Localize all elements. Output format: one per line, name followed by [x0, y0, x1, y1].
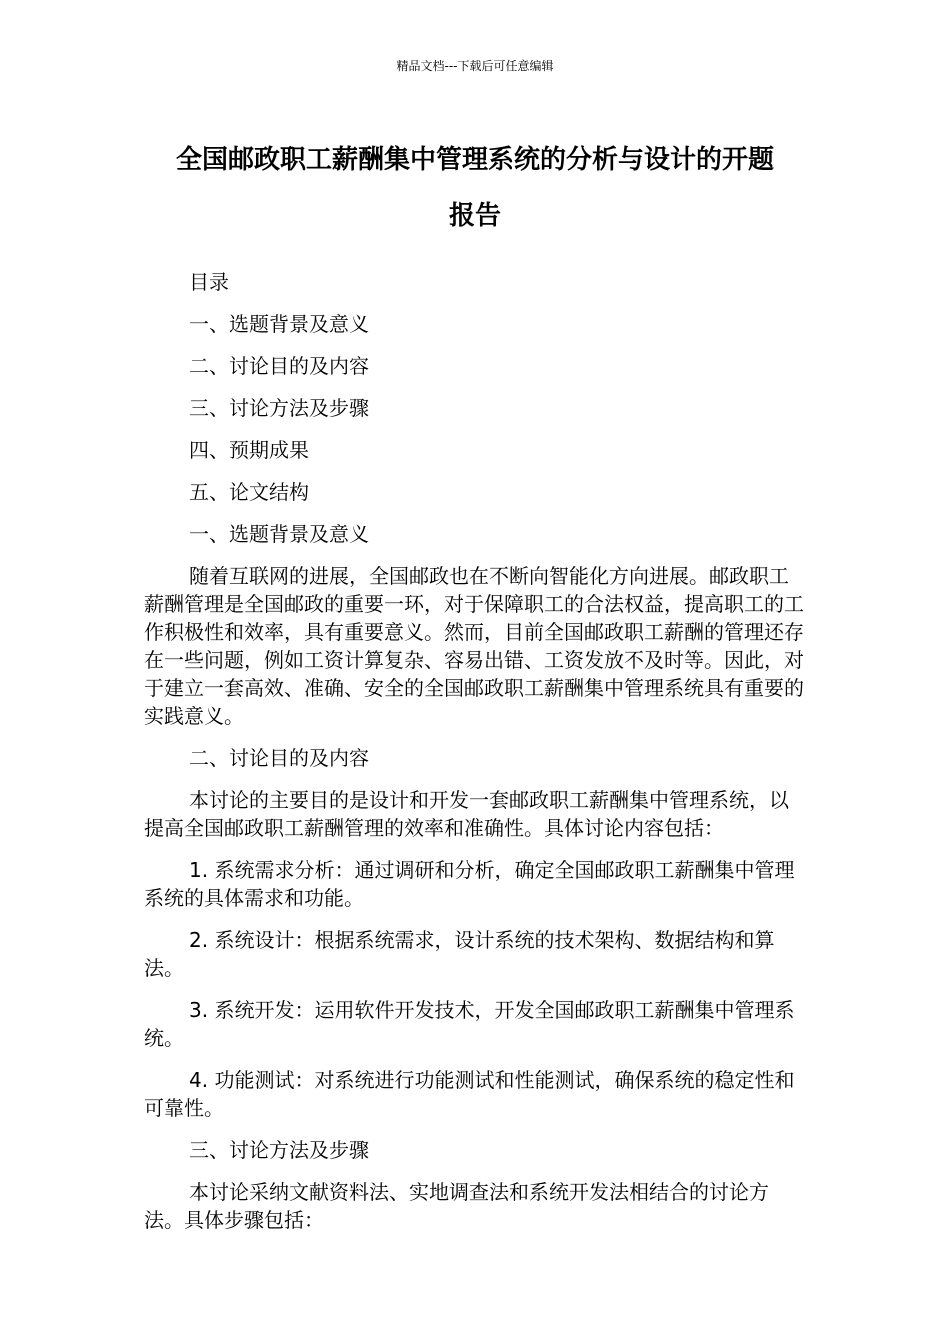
- toc-label: 目录: [189, 270, 229, 294]
- section-paragraph: 随着互联网的进展，全国邮政也在不断向智能化方向进展。邮政职工薪酬管理是全国邮政的重要一环，对于保障职工的合法权益，提高职工的工作积极性和效率，具有重要意义。然而，目前全国邮政职工薪酬的管理还存在一些问题，例如工资计算复杂、容易出错、工资发放不及时等。因此，对于建立一套高效、准确、安全的全国邮政职工薪酬集中管理系统具有重要的实践意义。: [144, 564, 804, 728]
- section-heading: 三、讨论方法及步骤: [189, 1138, 369, 1162]
- list-item: 4. 功能测试：对系统进行功能测试和性能测试，确保系统的稳定性和可靠性。: [144, 1068, 795, 1120]
- list-item: 2. 系统设计：根据系统需求，设计系统的技术架构、数据结构和算法。: [144, 928, 775, 980]
- section-paragraph: 本讨论采纳文献资料法、实地调查法和系统开发法相结合的讨论方法。具体步骤包括：: [144, 1180, 769, 1232]
- section-heading: 二、讨论目的及内容: [189, 746, 369, 770]
- toc-item: 四、预期成果: [189, 438, 309, 462]
- list-item: 3. 系统开发：运用软件开发技术，开发全国邮政职工薪酬集中管理系统。: [144, 998, 795, 1050]
- toc-item: 二、讨论目的及内容: [189, 354, 369, 378]
- document-title: [120, 132, 830, 244]
- page-header: 精品文档---下载后可任意编辑: [396, 59, 554, 73]
- title-line-1: 全国邮政职工薪酬集中管理系统的分析与设计的开题: [175, 145, 774, 175]
- toc-item: 三、讨论方法及步骤: [189, 396, 369, 420]
- section-paragraph: 本讨论的主要目的是设计和开发一套邮政职工薪酬集中管理系统，以提高全国邮政职工薪酬管理的效率和准确性。具体讨论内容包括：: [144, 788, 789, 840]
- toc-item: 一、选题背景及意义: [189, 312, 369, 336]
- section-heading: 一、选题背景及意义: [189, 522, 369, 546]
- toc-item: 五、论文结构: [189, 480, 309, 504]
- document-body: [144, 268, 804, 1248]
- title-line-2: 报告: [448, 201, 501, 231]
- list-item: 1. 系统需求分析：通过调研和分析，确定全国邮政职工薪酬集中管理系统的具体需求和功能。: [144, 858, 795, 910]
